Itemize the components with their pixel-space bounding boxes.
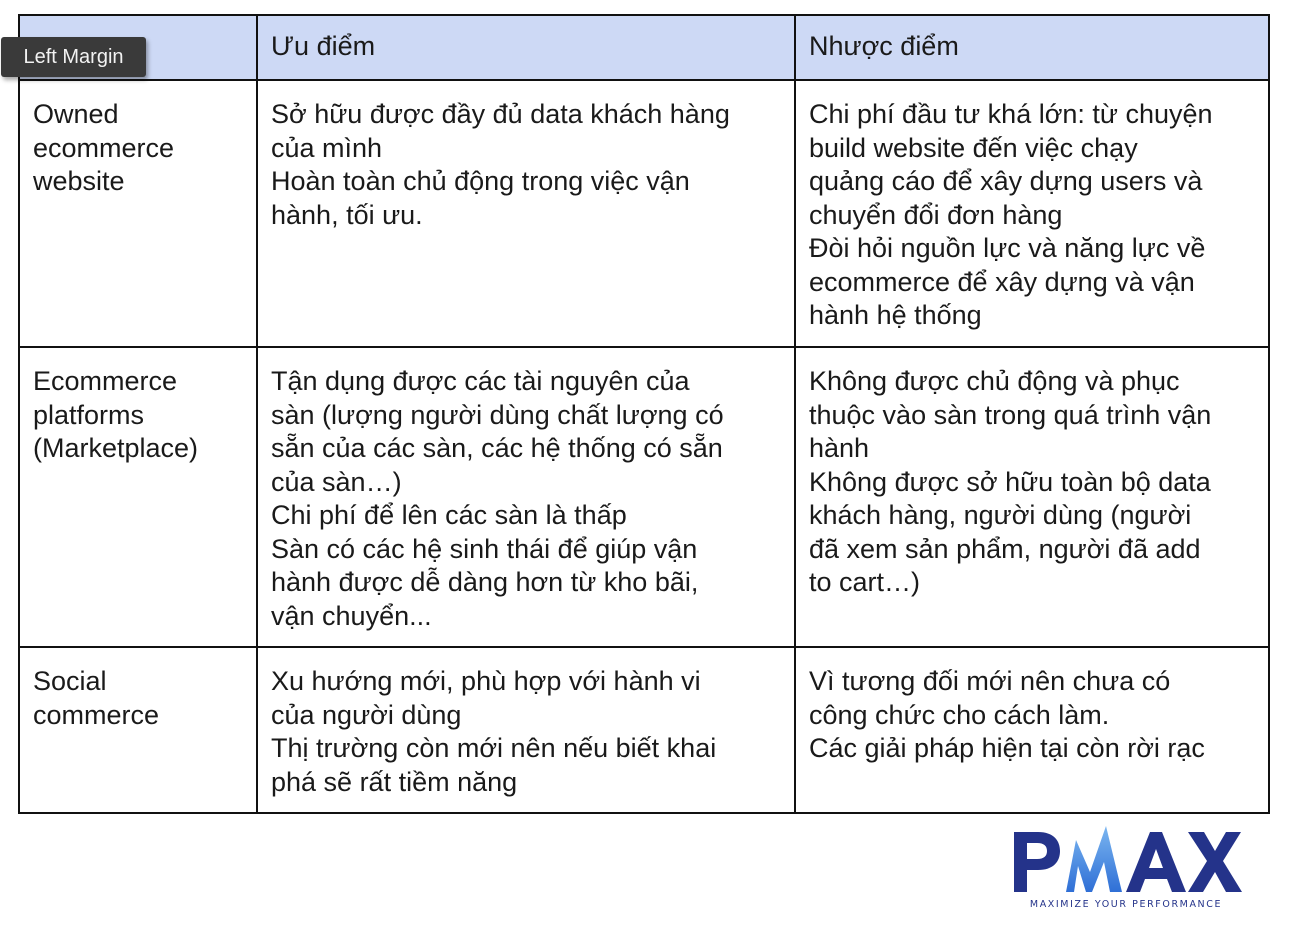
- cons-line: build website đến việc chạy: [809, 132, 1138, 163]
- pros-line: của sàn…): [271, 466, 402, 497]
- channel-name-line: Ecommerce: [33, 366, 178, 396]
- cons-line: đã xem sản phẩm, người đã add: [809, 533, 1201, 564]
- table-row: [19, 647, 1269, 813]
- cons-cell: [795, 347, 1269, 647]
- pmax-logo-graphic: [1010, 822, 1242, 914]
- table-row: [19, 80, 1269, 347]
- pros-line: sàn (lượng người dùng chất lượng có: [271, 399, 724, 430]
- cons-line: Đòi hỏi nguồn lực và năng lực về: [809, 233, 1206, 263]
- cons-line: khách hàng, người dùng (người: [809, 500, 1192, 530]
- cons-line: công chức cho cách làm.: [809, 699, 1110, 730]
- pros-line: Hoàn toàn chủ động trong việc vận: [271, 166, 690, 196]
- cons-line: quảng cáo để xây dựng users và: [809, 166, 1203, 196]
- table-row: [19, 347, 1269, 647]
- channel-name-line: ecommerce: [33, 132, 175, 163]
- cons-line: Các giải pháp hiện tại còn rời rạc: [809, 733, 1205, 763]
- logo-letter-a: [1126, 832, 1186, 892]
- pros-cell: [257, 347, 795, 647]
- pros-cell: [257, 80, 795, 347]
- cons-line: Không được sở hữu toàn bộ data: [809, 466, 1211, 497]
- pros-line: Chi phí để lên các sàn là thấp: [271, 500, 627, 530]
- pros-line: Thị trường còn mới nên nếu biết khai: [271, 733, 717, 763]
- cons-line: thuộc vào sàn trong quá trình vận: [809, 399, 1212, 430]
- pros-cell: [257, 647, 795, 813]
- cons-line: Không được chủ động và phục: [809, 366, 1180, 396]
- channel-name-cell: [19, 647, 257, 813]
- logo-letter-x: [1188, 832, 1242, 892]
- pros-line: Xu hướng mới, phù hợp với hành vi: [271, 666, 701, 696]
- pros-line: Sàn có các hệ sinh thái để giúp vận: [271, 533, 698, 564]
- comparison-table: [18, 14, 1270, 814]
- pros-line: vận chuyển...: [271, 600, 432, 631]
- cons-line: Vì tương đối mới nên chưa có: [809, 666, 1171, 696]
- header-cell-pros: Ưu điểm: [257, 15, 795, 80]
- cons-cell: [795, 647, 1269, 813]
- pros-line: Tận dụng được các tài nguyên của: [271, 366, 690, 396]
- pmax-logo: [1010, 822, 1242, 914]
- channel-name-line: website: [33, 166, 125, 196]
- cons-line: hành hệ thống: [809, 300, 982, 330]
- pros-line: hành, tối ưu.: [271, 199, 423, 230]
- pros-line: của mình: [271, 132, 383, 163]
- pros-line: sẵn của các sàn, các hệ thống có sẵn: [271, 433, 723, 463]
- table-header-row: [19, 15, 1269, 80]
- channel-name-line: Owned: [33, 99, 119, 129]
- channel-name-line: (Marketplace): [33, 433, 199, 463]
- logo-letter-p: [1014, 832, 1060, 892]
- pros-line: hành được dễ dàng hơn từ kho bãi,: [271, 567, 699, 597]
- cons-cell: [795, 80, 1269, 347]
- cons-line: hành: [809, 433, 870, 463]
- channel-name-line: Social: [33, 666, 107, 696]
- cons-line: Chi phí đầu tư khá lớn: từ chuyện: [809, 99, 1213, 129]
- logo-letter-m: [1066, 826, 1122, 892]
- channel-name-line: platforms: [33, 399, 145, 430]
- pros-line: Sở hữu được đầy đủ data khách hàng: [271, 99, 730, 129]
- pros-line: của người dùng: [271, 699, 462, 730]
- cons-line: ecommerce để xây dựng và vận: [809, 266, 1195, 297]
- header-cell-cons: Nhược điểm: [795, 15, 1269, 80]
- channel-name-cell: [19, 347, 257, 647]
- left-margin-tooltip: Left Margin: [1, 37, 146, 77]
- cons-line: chuyển đổi đơn hàng: [809, 199, 1063, 230]
- channel-name-cell: [19, 80, 257, 347]
- logo-tagline: MAXIMIZE YOUR PERFORMANCE: [1029, 899, 1223, 910]
- channel-name-line: commerce: [33, 699, 160, 730]
- cons-line: to cart…): [809, 567, 921, 597]
- pros-line: phá sẽ rất tiềm năng: [271, 766, 518, 797]
